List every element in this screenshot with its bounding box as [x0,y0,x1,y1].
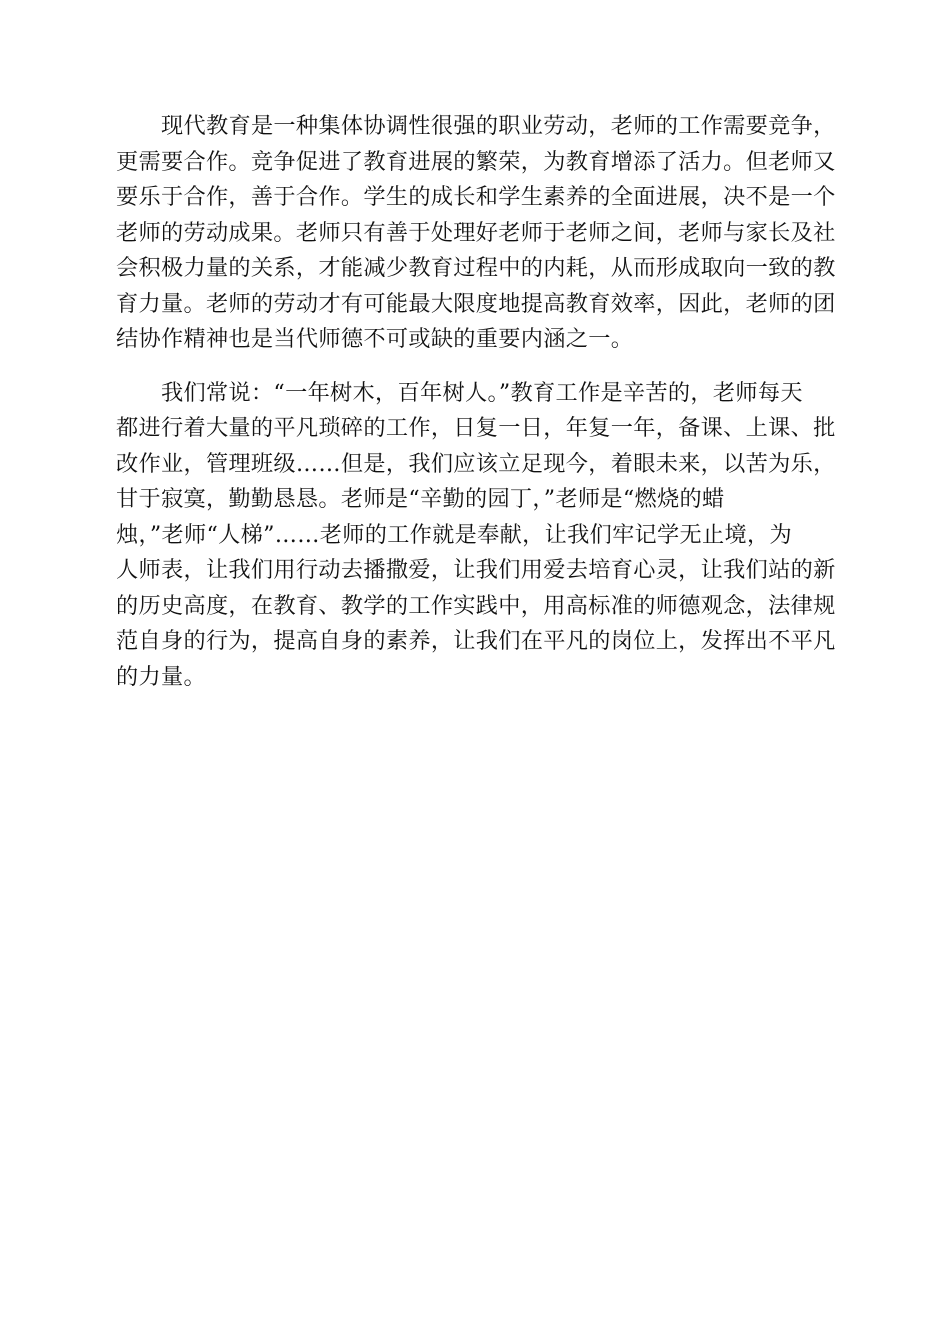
text-line: 都进行着大量的平凡琐碎的工作，日复一日，年复一年，备课、上课、批 [116,415,836,441]
text-line: 甘于寂寞，勤勤恳恳。老师是“辛勤的园丁，”老师是“燃烧的蜡 [116,486,725,512]
document-body [116,109,836,695]
text-line: 人师表，让我们用行动去播撒爱，让我们用爱去培育心灵，让我们站的新 [116,557,836,583]
text-line: 烛，”老师“人梯”……老师的工作就是奉献，让我们牢记学无止境，为 [116,521,792,548]
text-line: 育力量。老师的劳动才有可能最大限度地提高教育效率，因此，老师的团 [116,290,836,317]
text-line: 要乐于合作，善于合作。学生的成长和学生素养的全面进展，决不是一个 [116,184,836,210]
text-line: 我们常说：“一年树木，百年树人。”教育工作是辛苦的，老师每天 [161,379,803,406]
text-line: 老师的劳动成果。老师只有善于处理好老师于老师之间，老师与家长及社 [116,219,836,246]
text-line: 会积极力量的关系，才能减少教育过程中的内耗，从而形成取向一致的教 [116,255,836,281]
text-line: 的历史高度，在教育、教学的工作实践中，用高标准的师德观念，法律规 [116,592,836,619]
text-line: 更需要合作。竞争促进了教育进展的繁荣，为教育增添了活力。但老师又 [116,148,836,175]
paragraph-teamwork [116,109,836,358]
text-line: 的力量。 [116,663,206,690]
text-line: 范自身的行为，提高自身的素养，让我们在平凡的岗位上，发挥出不平凡 [116,628,836,654]
paragraph-dedication [116,376,836,696]
text-line: 现代教育是一种集体协调性很强的职业劳动，老师的工作需要竞争， [161,113,836,139]
text-line: 改作业，管理班级……但是，我们应该立足现今，着眼未来，以苦为乐， [116,450,836,477]
text-line: 结协作精神也是当代师德不可或缺的重要内涵之一。 [116,326,634,352]
